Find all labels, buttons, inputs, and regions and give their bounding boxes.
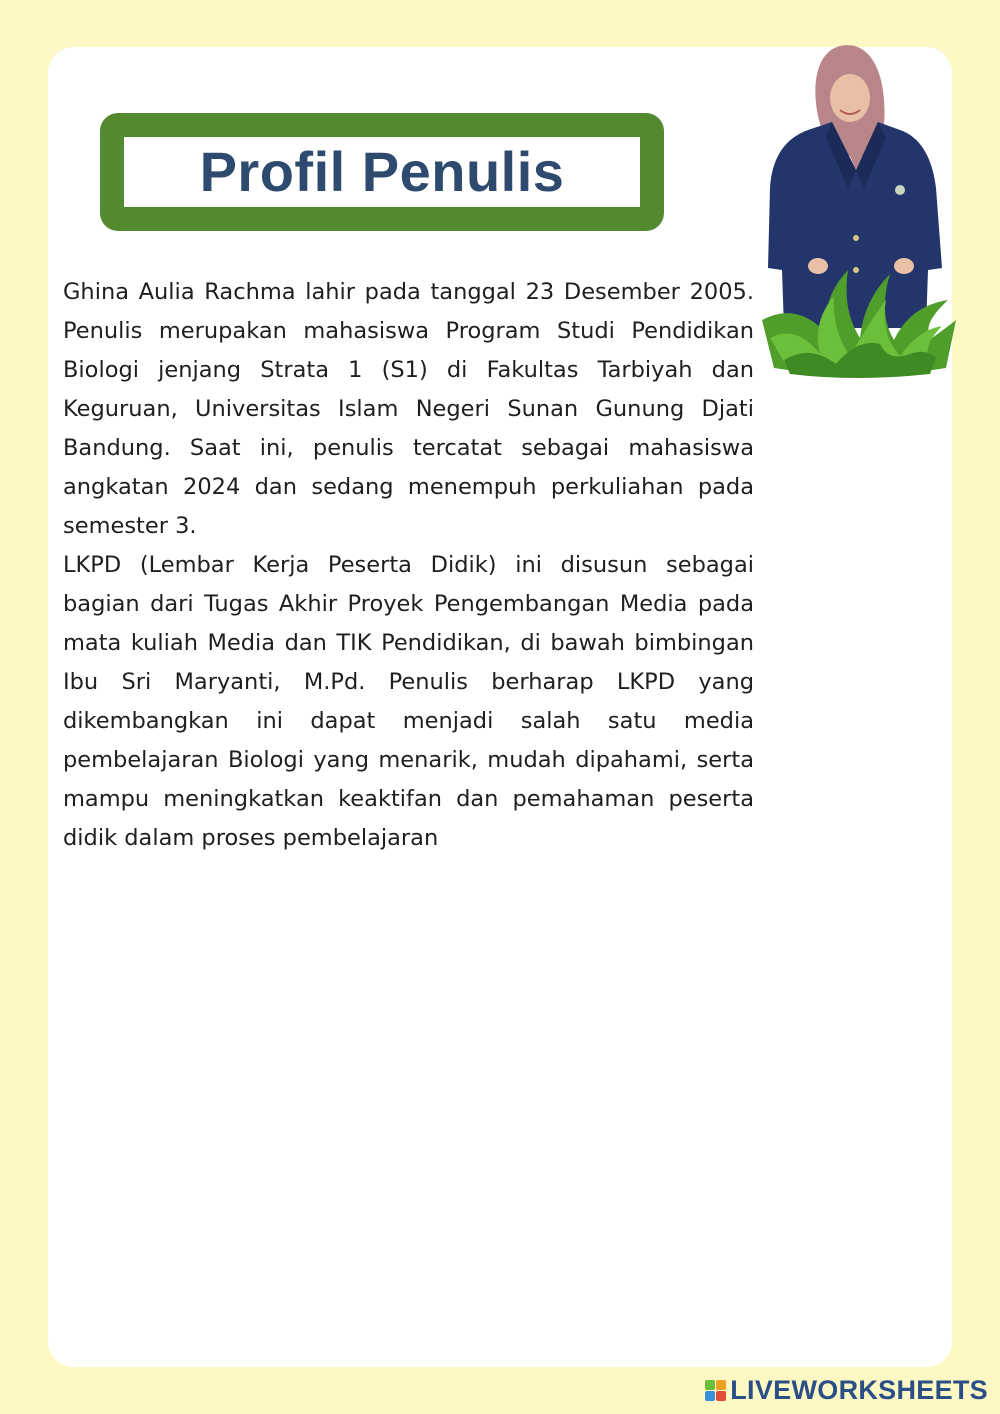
page-title: Profil Penulis (199, 140, 565, 203)
liveworksheets-logo[interactable] (705, 1372, 988, 1408)
author-portrait-icon (760, 38, 956, 380)
profile-paragraph-2: LKPD (Lembar Kerja Peserta Didik) ini disusun sebagai bagian dari Tugas Akhir Proyek Pengembangan Media pada mata kuliah Media dan TIK Pendidikan, di bawah bimbingan Ibu Sri Maryanti, M.Pd. Penulis berharap LKPD yang dikembangkan ini dapat menjadi salah satu media pembelajaran Biologi yang menarik, mudah dipahami, serta mampu meningkatkan keaktifan dan pemahaman peserta didik dalam proses pembelajaran (63, 552, 754, 851)
brand-name: LIVEWORKSHEETS (730, 1374, 988, 1405)
liveworksheets-logo-icon (705, 1380, 726, 1401)
author-profile-text (63, 273, 754, 858)
title-banner-inner (124, 137, 640, 207)
profile-paragraph-1: Ghina Aulia Rachma lahir pada tanggal 23 Desember 2005. Penulis merupakan mahasiswa Program Studi Pendidikan Biologi jenjang Strata 1 (S1) di Fakultas Tarbiyah dan Keguruan, Universitas Islam Negeri Sunan Gunung Djati Bandung. Saat ini, penulis tercatat sebagai mahasiswa angkatan 2024 dan sedang menempuh perkuliahan pada semester 3. (63, 279, 754, 539)
title-banner (100, 113, 664, 231)
